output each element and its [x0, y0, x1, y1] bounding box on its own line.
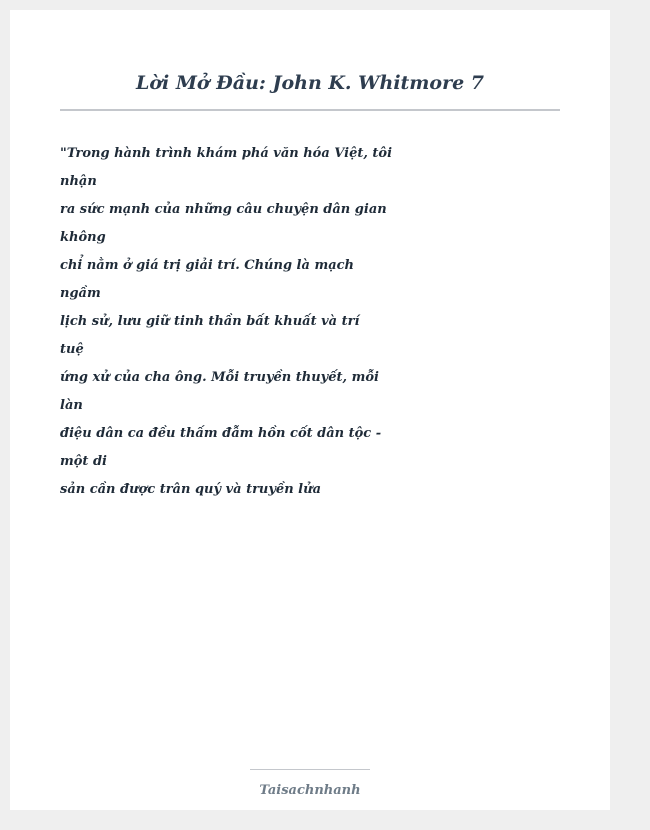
body-line: ứng xử của cha ông. Mỗi truyền thuyết, mỗi [60, 370, 379, 385]
page-title: Lời Mở Đầu: John K. Whitmore 7 [135, 72, 485, 94]
body-line: nhận [60, 174, 97, 189]
body-line: điệu dân ca đều thấm đẫm hồn cốt dân tộc - [60, 426, 382, 441]
document-page [10, 10, 610, 810]
body-paragraph [60, 140, 393, 504]
footer-watermark: Taisachnhanh [259, 783, 361, 798]
body-line: không [60, 230, 106, 245]
body-line: tuệ [60, 342, 84, 357]
footer-divider [250, 769, 370, 770]
body-line: một di [60, 454, 107, 469]
body-line: ngầm [60, 286, 101, 301]
title-divider [60, 109, 560, 111]
body-line: "Trong hành trình khám phá văn hóa Việt, tôi [60, 146, 393, 161]
body-line: ra sức mạnh của những câu chuyện dân gian [60, 202, 387, 217]
body-line: lịch sử, lưu giữ tinh thần bất khuất và trí [60, 314, 360, 329]
body-line: sản cần được trân quý và truyền lửa [60, 482, 321, 497]
body-line: chỉ nằm ở giá trị giải trí. Chúng là mạch [60, 258, 354, 273]
body-line: làn [60, 398, 83, 413]
